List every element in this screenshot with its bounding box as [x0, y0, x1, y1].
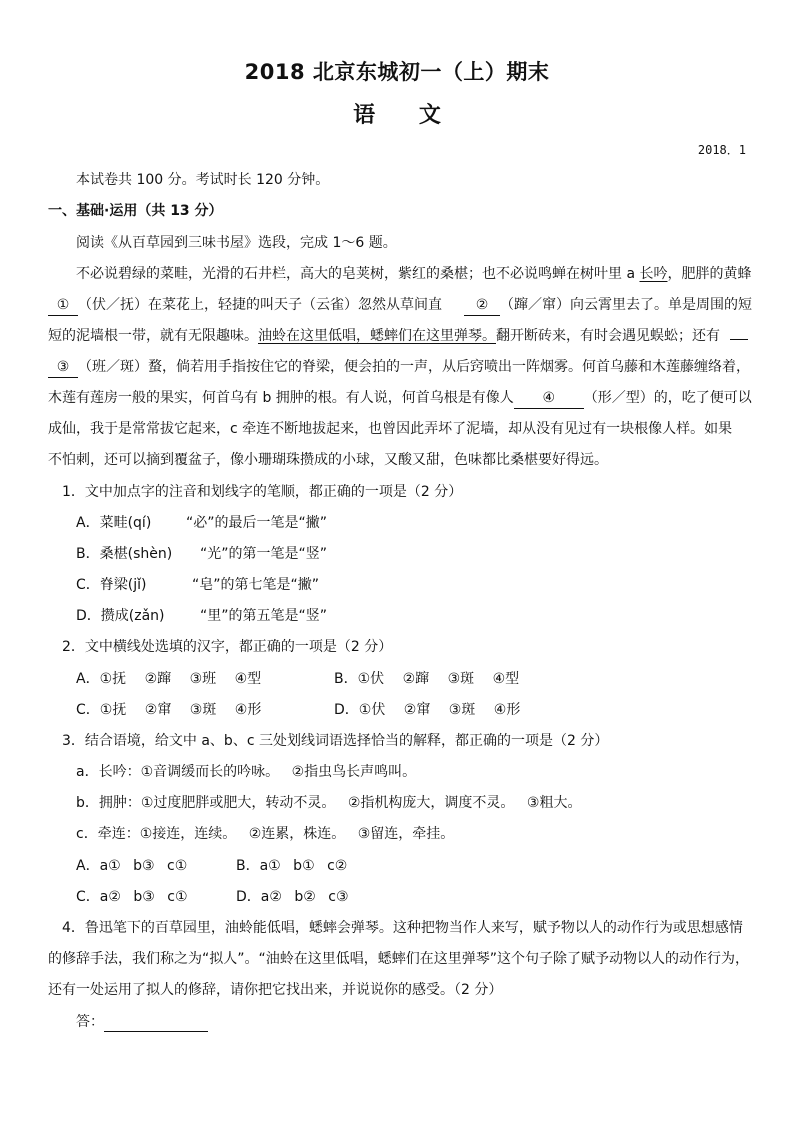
exam-title: 2018 北京东城初一（上）期末 [244, 60, 550, 84]
q4-answer-row [76, 1012, 776, 1032]
q2-option-d: D．①伏 ②窜 ③斑 ④形 [334, 702, 521, 718]
q2-options-row-1 [76, 669, 776, 689]
passage-text: （形／型）的，吃了便可以 [583, 390, 752, 406]
passage-line-6: 成仙，我于是常常拔它起来，c 牵连不断地拔起来，也曾因此弄坏了泥墙，却从没有见过有一块根像人样。如果 [48, 421, 733, 437]
question-4-line-2: 的修辞手法，我们称之为“拟人”。“油蛉在这里低唱，蟋蟀们在这里弹琴”这个句子除了赋予动物以人的动作行为， [48, 951, 750, 967]
passage-text: ，肥胖的黄蜂 [667, 266, 752, 282]
blank-1: ① [48, 295, 78, 316]
q1-option-d: D．攒成(zǎn) “里”的第五笔是“竖” [76, 608, 328, 624]
passage-text: （蹿／窜）向云霄里去了。单是周围的短 [500, 297, 752, 313]
passage-line-5 [48, 388, 752, 409]
q2-option-a: A．①抚 ②蹿 ③班 ④型 [76, 671, 262, 687]
q1-option-b: B．桑椹(shèn) “光”的第一笔是“竖” [76, 546, 328, 562]
answer-blank[interactable] [104, 1015, 208, 1032]
passage-line-2 [48, 295, 752, 316]
passage-text: 短的泥墙根一带，就有无限趣味。 [48, 328, 258, 344]
underlined-word-a: 长吟 [639, 266, 668, 282]
blank-4: ④ [514, 388, 584, 409]
q3-option-a: A．a① b③ c① [76, 858, 188, 874]
subject-heading [0, 98, 794, 129]
subject-char-2: 文 [418, 103, 441, 128]
q1-option-a: A．菜畦(qí) “必”的最后一笔是“撇” [76, 515, 328, 531]
q3-options-row-2 [76, 887, 776, 907]
q2-options-row-2 [76, 700, 776, 720]
subject-char-1: 语 [353, 103, 376, 128]
q3-definition-b: b．拥肿：①过度肥胖或肥大，转动不灵。 ②指机构庞大，调度不灵。 ③粗大。 [76, 795, 582, 811]
exam-intro: 本试卷共 100 分。考试时长 120 分钟。 [76, 172, 330, 188]
q3-definition-a: a．长吟：①音调缓而长的吟咏。 ②指虫鸟长声鸣叫。 [76, 764, 417, 780]
reading-instruction: 阅读《从百草园到三味书屋》选段，完成 1～6 题。 [76, 235, 397, 251]
q3-option-b: B．a① b① c② [236, 858, 348, 874]
underlined-sentence: 油蛉在这里低唱，蟋蟀们在这里弹琴。 [258, 328, 496, 344]
q3-option-d: D．a② b② c③ [236, 889, 349, 905]
q2-option-c: C．①抚 ②窜 ③斑 ④形 [76, 702, 262, 718]
blank-3: ③ [48, 357, 78, 378]
q1-option-c: C．脊梁(jǐ) “皂”的第七笔是“撇” [76, 577, 320, 593]
passage-text: 翻开断砖来，有时会遇见蜈蚣；还有 [496, 328, 720, 344]
passage-text: （班／斑）蝥，倘若用手指按住它的脊梁，便会拍的一声，从后窍喷出一阵烟雾。何首乌藤和木莲藤缠络着， [78, 359, 750, 375]
passage-text: （伏／抚）在菜花上，轻捷的叫天子（云雀）忽然从草间直 [78, 297, 442, 313]
passage-text: 木莲有莲房一般的果实，何首乌有 b 拥肿的根。有人说，何首乌根是有像人 [48, 390, 514, 406]
question-1-stem: 1．文中加点字的注音和划线字的笔顺，都正确的一项是（2 分） [62, 484, 463, 500]
blank-2: ② [464, 295, 500, 316]
passage-text: 不必说碧绿的菜畦，光滑的石井栏，高大的皂荚树，紫红的桑椹；也不必说鸣蝉在树叶里 a [76, 266, 640, 282]
passage-line-3 [48, 326, 748, 346]
section-heading: 一、基础·运用（共 13 分） [48, 203, 223, 219]
blank-3-start [730, 339, 748, 340]
q3-option-c: C．a② b③ c① [76, 889, 188, 905]
q3-options-row-1 [76, 856, 776, 876]
question-4-line-3: 还有一处运用了拟人的修辞，请你把它找出来，并说说你的感受。（2 分） [48, 982, 503, 998]
question-4-line-1: 4．鲁迅笔下的百草园里，油蛉能低唱，蟋蟀会弹琴。这种把物当作人来写，赋予物以人的动作行为或思想感情 [62, 920, 743, 936]
q2-option-b: B．①伏 ②蹿 ③斑 ④型 [334, 671, 520, 687]
answer-label: 答： [76, 1014, 104, 1030]
question-3-stem: 3．结合语境，给文中 a、b、c 三处划线词语选择恰当的解释，都正确的一项是（2 分） [62, 733, 609, 749]
passage-line-1 [76, 264, 776, 284]
passage-line-4 [48, 357, 748, 378]
q3-definition-c: c．牵连：①接连，连续。 ②连累，株连。 ③留连，牵挂。 [76, 826, 455, 842]
passage-line-7: 不怕刺，还可以摘到覆盆子，像小珊瑚珠攒成的小球，又酸又甜，色味都比桑椹要好得远。 [48, 452, 608, 468]
question-2-stem: 2．文中横线处选填的汉字，都正确的一项是（2 分） [62, 639, 393, 655]
exam-date: 2018．1 [697, 143, 746, 157]
